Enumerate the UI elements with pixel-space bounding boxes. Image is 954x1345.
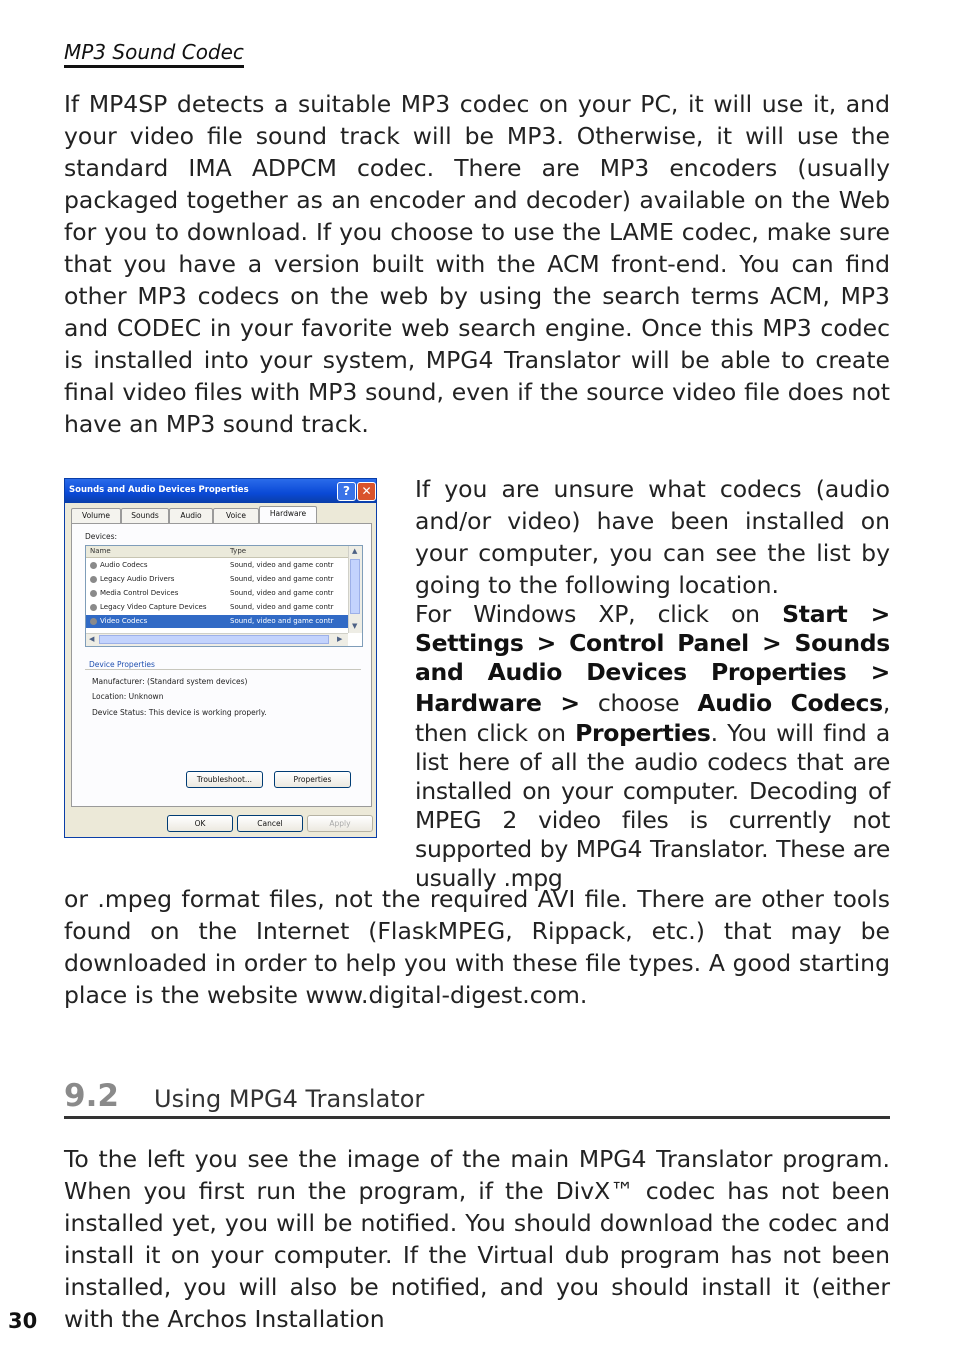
chevron-left-icon[interactable]: ◀ [89, 635, 95, 643]
tab-audio[interactable]: Audio [169, 508, 213, 523]
ok-button[interactable]: OK [167, 815, 233, 832]
menu-path: Start > Settings > Control Panel > Sounds and Audio Devices Properties > Hardware > [415, 600, 890, 717]
paragraph-mpeg-files: or .mpeg format files, not the required AVI file. There are other tools found on the Internet (FlaskMPEG, Rippack, etc.) that may be downloaded in order to help you with these file types. A good starting place is the website www.digital-digest.com. [64, 885, 890, 1009]
list-item-selected[interactable]: Video Codecs Sound, video and game contr [86, 615, 348, 628]
location-text: Location: Unknown [92, 692, 164, 701]
tab-volume[interactable]: Volume [71, 508, 121, 523]
close-icon[interactable]: ✕ [357, 482, 376, 501]
devices-label: Devices: [85, 532, 118, 541]
audio-codecs-label: Audio Codecs [697, 689, 883, 717]
tab-voice[interactable]: Voice [213, 508, 259, 523]
vertical-scrollbar[interactable] [348, 546, 362, 633]
device-status-text: Device Status: This device is working properly. [92, 708, 267, 717]
paragraph-unsure-codecs: If you are unsure what codecs (audio and/or video) have been installed on your computer, you can see the list by going to the following location. [415, 475, 890, 599]
paragraph-windows-xp-path: For Windows XP, click on Start > Settings > Control Panel > Sounds and Audio Devices Properties > Hardware > choose Audio Codecs, then click on Properties. You will find a list here of all the audio codecs that are installed on your computer. Decoding of MPEG 2 video files is currently not supported by MPG4 Translator. These are usually .mpg [415, 600, 891, 892]
section-heading [64, 1078, 890, 1119]
properties-label: Properties [575, 719, 711, 747]
device-icon [90, 576, 97, 583]
tab-hardware[interactable]: Hardware [259, 506, 317, 523]
column-type[interactable]: Type [230, 547, 247, 555]
column-name[interactable]: Name [90, 547, 111, 555]
paragraph-using-translator: To the left you see the image of the main MPG4 Translator program. When you first run the program, if the DivX™ codec has not been installed yet, you will be notified. You should download the codec and install it on your computer. If the Virtual dub program has not been installed, you will also be notified, and you should install it (either with the Archos Installation [64, 1145, 890, 1333]
paragraph-mp3-codec: If MP4SP detects a suitable MP3 codec on your PC, it will use it, and your video file sound track will be MP3. Otherwise, it will use the standard IMA ADPCM codec. There are MP3 encoders (usually packaged together as an encoder and decoder) available on the Web for you to download. If you choose to use the LAME codec, make sure that you have a version built with the ACM front-end. You can find other MP3 codecs on the web by using the search terms ACM, MP3 and CODEC in your favorite web search engine. Once this MP3 codec is installed into your system, MPG4 Translator will be able to create final video files with MP3 sound, even if the source video file does not have an MP3 sound track. [64, 90, 890, 438]
apply-button[interactable]: Apply [307, 815, 373, 832]
properties-button[interactable]: Properties [274, 771, 351, 788]
device-icon [90, 562, 97, 569]
list-item[interactable]: Legacy Video Capture Devices Sound, video and game contr [86, 601, 348, 614]
cancel-button[interactable]: Cancel [237, 815, 303, 832]
chevron-down-icon[interactable]: ▼ [352, 622, 358, 630]
horizontal-scrollbar[interactable] [86, 633, 348, 646]
sound-audio-properties-dialog [64, 478, 377, 838]
scroll-thumb[interactable] [99, 635, 329, 644]
device-icon [90, 590, 97, 597]
dialog-title: Sounds and Audio Devices Properties [69, 485, 249, 495]
list-item[interactable]: Media Control Devices Sound, video and game contr [86, 587, 348, 600]
list-item[interactable]: Audio Codecs Sound, video and game contr [86, 559, 348, 572]
manufacturer-text: Manufacturer: (Standard system devices) [92, 677, 248, 686]
device-icon [90, 618, 97, 625]
list-item[interactable]: Legacy Audio Drivers Sound, video and game contr [86, 573, 348, 586]
section-heading-text: Using MPG4 Translator [154, 1085, 425, 1113]
device-icon [90, 604, 97, 611]
chevron-right-icon[interactable]: ▶ [337, 635, 343, 643]
chevron-up-icon[interactable]: ▲ [352, 547, 358, 555]
troubleshoot-button[interactable]: Troubleshoot... [186, 771, 263, 788]
page-number: 30 [8, 1309, 38, 1333]
device-properties-label: Device Properties [89, 660, 155, 669]
section-title: MP3 Sound Codec [64, 40, 244, 68]
section-number: 9.2 [64, 1078, 119, 1114]
devices-list[interactable] [85, 545, 363, 647]
help-icon[interactable]: ? [337, 482, 356, 501]
group-divider [85, 669, 361, 670]
scroll-thumb[interactable] [350, 559, 360, 614]
tab-sounds[interactable]: Sounds [121, 508, 169, 523]
list-header [86, 546, 348, 558]
dialog-titlebar [65, 479, 376, 503]
